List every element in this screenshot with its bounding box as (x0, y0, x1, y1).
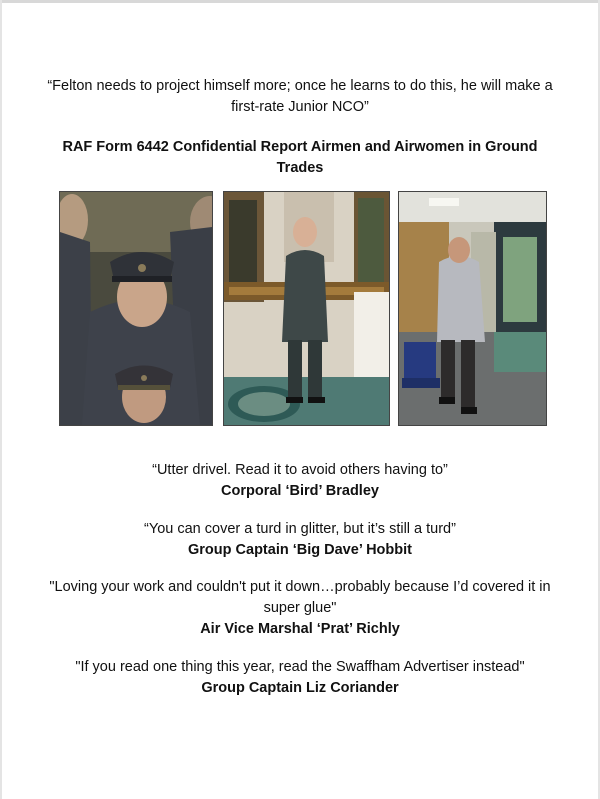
review-attribution-3: Air Vice Marshal ‘Prat’ Richly (200, 621, 400, 637)
page-top-border (0, 0, 600, 3)
review-quote-2: “You can cover a turd in glitter, but it’s still a turd” (144, 521, 456, 537)
review-quote-1: “Utter drivel. Read it to avoid others having to” (152, 462, 448, 478)
review-quote-3: "Loving your work and couldn't put it down…probably because I’d covered it in super glue" (49, 579, 551, 616)
photo-man-walking (398, 191, 547, 426)
photo-group-airmen (59, 191, 213, 426)
header-quote: “Felton needs to project himself more; once he learns to do this, he will make a first-rate Junior NCO” (47, 78, 553, 115)
review-quote-4: "If you read one thing this year, read the Swaffham Advertiser instead" (75, 659, 525, 675)
review-attribution-4: Group Captain Liz Coriander (201, 680, 399, 696)
man-walking-through-doorway-icon (399, 192, 546, 425)
header-source: RAF Form 6442 Confidential Report Airmen and Airwomen in Ground Trades (62, 139, 538, 176)
review-attribution-2: Group Captain ‘Big Dave’ Hobbit (188, 542, 412, 558)
photo-officer-standing (223, 191, 390, 426)
group-photo-uniformed-airmen-icon (60, 192, 212, 425)
page-left-border (0, 0, 2, 799)
officer-in-uniform-standing-icon (224, 192, 389, 425)
review-attribution-1: Corporal ‘Bird’ Bradley (221, 483, 379, 499)
